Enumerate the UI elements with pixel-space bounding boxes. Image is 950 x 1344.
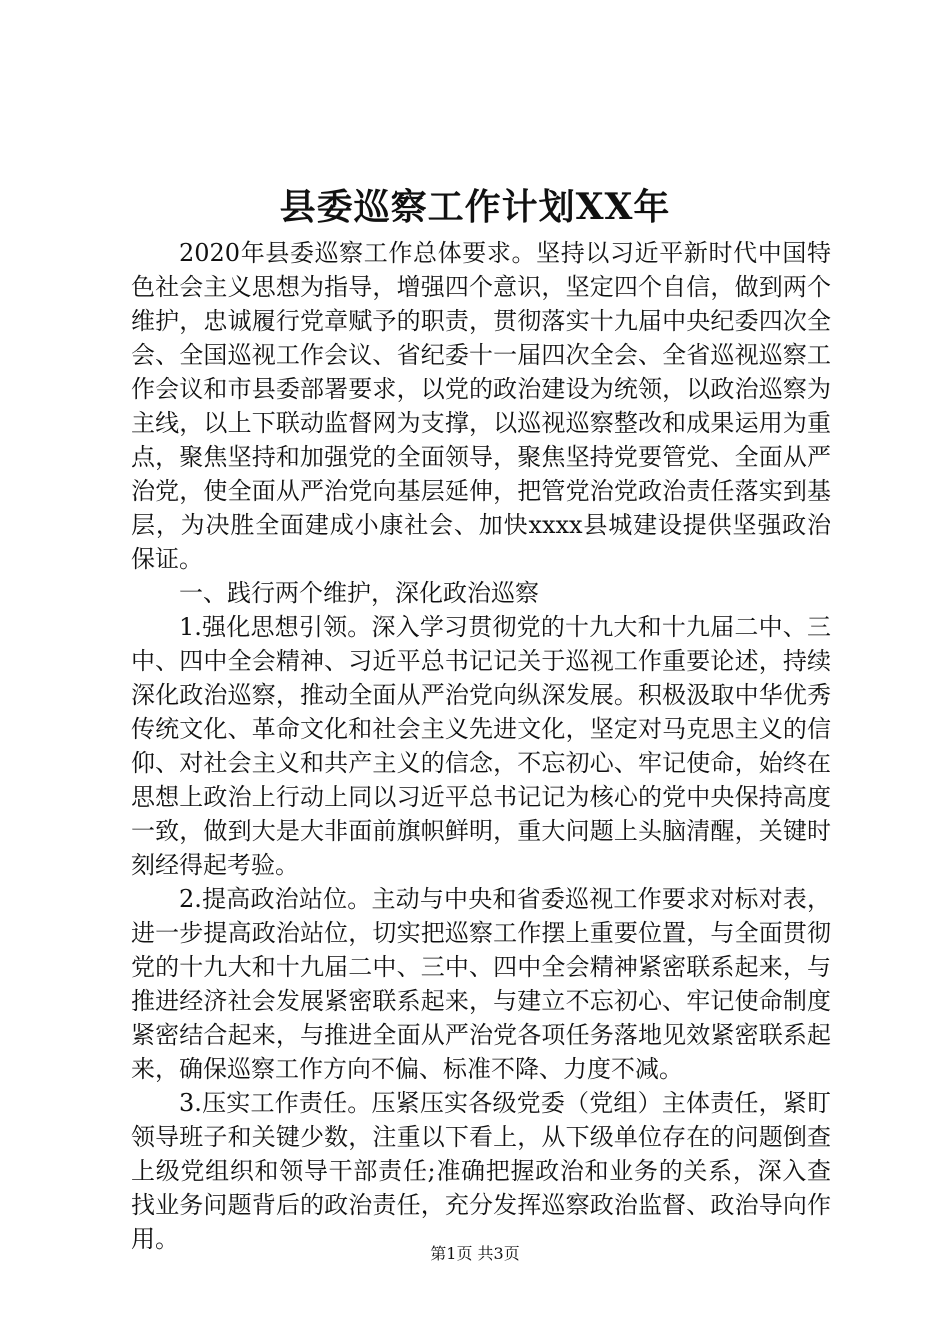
document-title: 县委巡察工作计划XX年	[279, 186, 671, 228]
paragraph-item-2: 2.提高政治站位。主动与中央和省委巡视工作要求对标对表，进一步提高政治站位，切实把巡察工作摆上重要位置，与全面贯彻党的十九大和十九届二中、三中、四中全会精神紧密联系起来，与推进经济社会发展紧密联系起来，与建立不忘初心、牢记使命制度紧密结合起来，与推进全面从严治党各项任务落地见效紧密联系起来，确保巡察工作方向不偏、标准不降、力度不减。	[131, 885, 831, 1083]
section-heading-1: 一、践行两个维护，深化政治巡察	[179, 579, 539, 607]
page-number-footer: 第1页 共3页	[430, 1244, 520, 1263]
paragraph-item-1: 1.强化思想引领。深入学习贯彻党的十九大和十九届二中、三中、四中全会精神、习近平总书记记关于巡视工作重要论述，持续深化政治巡察，推动全面从严治党向纵深发展。积极汲取中华优秀传统文化、革命文化和社会主义先进文化，坚定对马克思主义的信仰、对社会主义和共产主义的信念，不忘初心、牢记使命，始终在思想上政治上行动上同以习近平总书记记为核心的党中央保持高度一致，做到大是大非面前旗帜鲜明，重大问题上头脑清醒，关键时刻经得起考验。	[131, 613, 831, 879]
document-body	[131, 236, 831, 1256]
paragraph-general-requirements: 2020年县委巡察工作总体要求。坚持以习近平新时代中国特色社会主义思想为指导，增强四个意识，坚定四个自信，做到两个维护，忠诚履行党章赋予的职责，贯彻落实十九届中央纪委四次全会、全国巡视工作会议、省纪委十一届四次全会、全省巡视巡察工作会议和市县委部署要求，以党的政治建设为统领，以政治巡察为主线，以上下联动监督网为支撑，以巡视巡察整改和成果运用为重点，聚焦坚持和加强党的全面领导，聚焦坚持党要管党、全面从严治党，使全面从严治党向基层延伸，把管党治党政治责任落实到基层，为决胜全面建成小康社会、加快xxxx县城建设提供坚强政治保证。	[131, 239, 831, 573]
paragraph-item-3: 3.压实工作责任。压紧压实各级党委（党组）主体责任，紧盯领导班子和关键少数，注重以下看上，从下级单位存在的问题倒查上级党组织和领导干部责任;准确把握政治和业务的关系，深入查找业务问题背后的政治责任，充分发挥巡察政治监督、政治导向作用。	[131, 1089, 831, 1253]
